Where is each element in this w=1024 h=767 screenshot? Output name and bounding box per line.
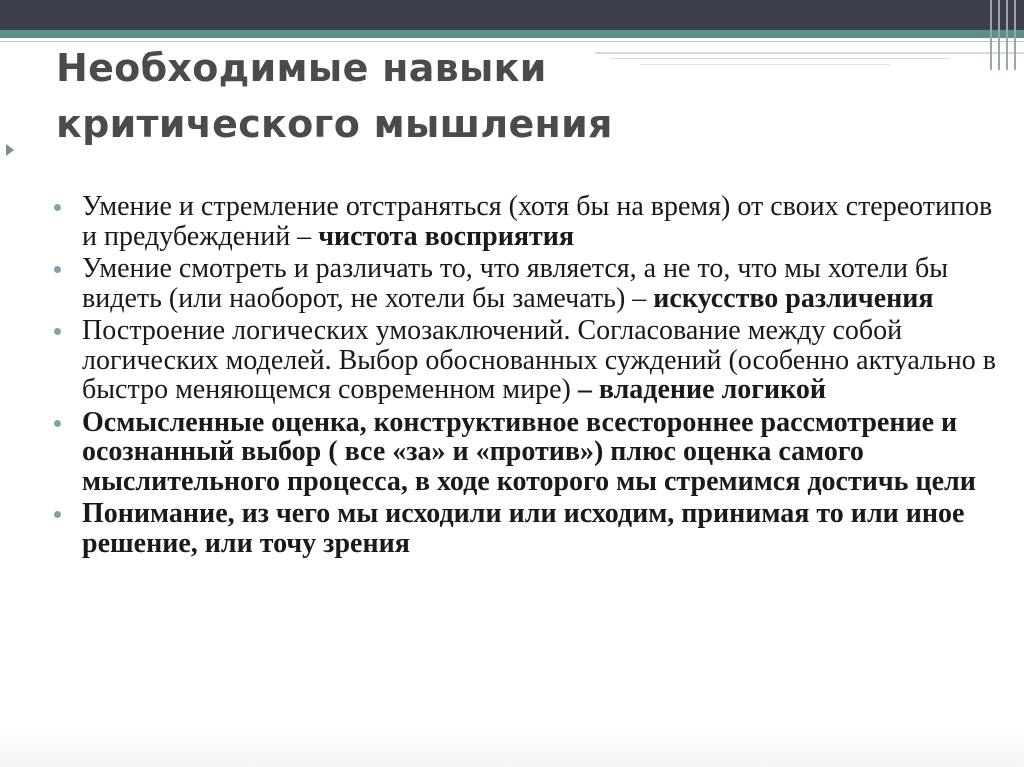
- bullet-emphasis: чистота восприятия: [318, 220, 575, 252]
- decor-vertical-lines: [984, 0, 1024, 70]
- bullet-item: [50, 192, 1010, 251]
- bullet-emphasis: – владение логикой: [577, 374, 827, 405]
- bullet-emphasis: Понимание, из чего мы исходили или исходим, принимая то или иное решение, или точу зрения: [82, 498, 965, 559]
- bullet-text: Построение логических умозаключений. Согласование между собой логических моделей. Выбор обоснованных суждений (особенно актуально в быстро меняющемся современном мире): [82, 315, 996, 405]
- bullet-text: Умение смотреть и различать то, что является, а не то, что мы хотели бы видеть (или наоборот, не хотели бы замечать) –: [82, 253, 949, 314]
- bullet-item: [50, 254, 1010, 313]
- bullet-dot-icon: [54, 328, 61, 335]
- bullet-text: Умение и стремление отстраняться (хотя бы на время) от своих стереотипов и предубеждений –: [82, 191, 993, 252]
- bullet-dot-icon: [54, 204, 61, 211]
- bullet-dot-icon: [54, 420, 61, 427]
- bullet-dot-icon: [54, 511, 61, 518]
- bullet-dot-icon: [54, 266, 61, 273]
- bullet-item: [50, 408, 1010, 497]
- top-accent-stripe: [0, 30, 1024, 38]
- bullet-emphasis: Осмысленные оценка, конструктивное всестороннее рассмотрение и осознанный выбор ( все «за» и «против») плюс оценка самого мыслительного процесса, в ходе которого мы стремимся достичь цели: [82, 406, 976, 497]
- bullet-item: [50, 316, 1010, 405]
- triangle-marker-icon: [6, 144, 14, 156]
- title-line-2: критического мышления: [56, 102, 613, 146]
- bullet-item: [50, 499, 1010, 558]
- slide-title: [56, 40, 776, 152]
- page-shadow: [0, 727, 1024, 767]
- title-line-1: Необходимые навыки: [56, 46, 547, 90]
- bullet-emphasis: искусство различения: [653, 282, 934, 314]
- top-decor-bar: [0, 0, 1024, 30]
- bullet-list: [50, 192, 1010, 561]
